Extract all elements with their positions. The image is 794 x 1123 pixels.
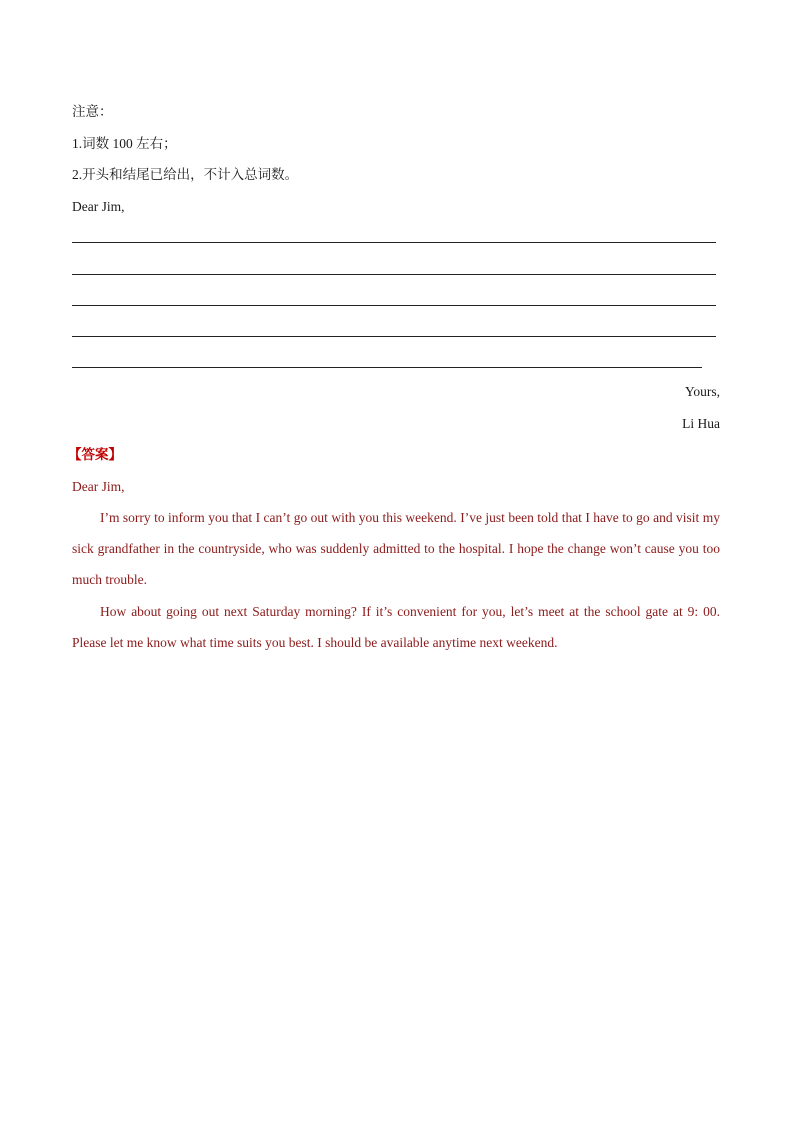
writing-line [72,336,716,337]
notes-heading: 注意： [72,104,113,119]
answer-greeting: Dear Jim, [72,479,125,494]
writing-line [72,274,716,275]
note-item-word-count: 1.词数 100 左右； [72,136,177,151]
note-item-opening-closing: 2.开头和结尾已给出，不计入总词数。 [72,167,299,182]
answer-paragraph-1: I’m sorry to inform you that I can’t go out with you this weekend. I’ve just been told that I have to go and visit my sick grandfather in the countryside, who was suddenly admitted to the hospital. I hope the change won’t cause you too much trouble. [72,510,720,587]
writing-line [72,367,702,368]
prompt-greeting: Dear Jim, [72,199,125,214]
prompt-closing: Yours, [684,384,720,399]
writing-line [72,242,716,243]
answer-paragraph-2: How about going out next Saturday morning? If it’s convenient for you, let’s meet at the school gate at 9: 00. Please let me know what time suits you best. I should be available anytime next weekend. [72,604,720,650]
prompt-signature: Li Hua [682,416,720,431]
writing-line [72,305,716,306]
answer-tag: 【答案】 [68,447,122,462]
